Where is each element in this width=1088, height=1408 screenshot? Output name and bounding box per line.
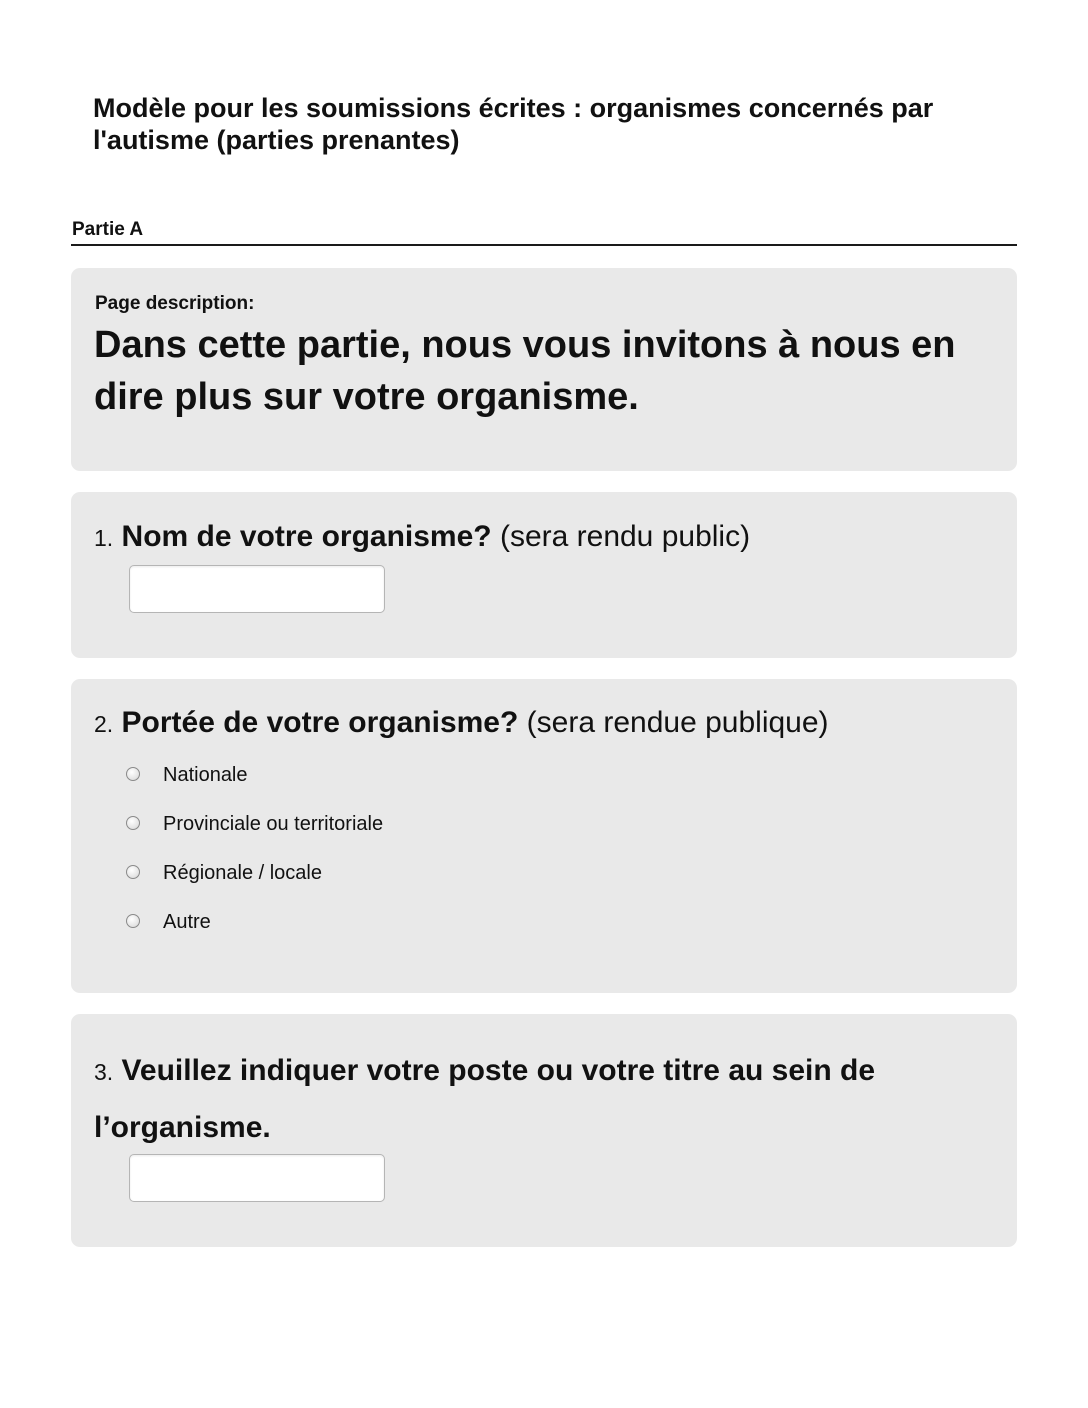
scope-option-provinciale[interactable]: [126, 812, 383, 861]
radio-button[interactable]: [126, 816, 140, 830]
document-title: Modèle pour les soumissions écrites : organismes concernés par l'autisme (parties prenantes): [93, 93, 934, 155]
question-1-note: (sera rendu public): [499, 520, 751, 553]
question-3-title: [94, 1043, 994, 1156]
organization-name-input[interactable]: [129, 565, 385, 613]
question-1-text: Nom de votre organisme?: [121, 520, 492, 553]
question-2-note: (sera rendue publique): [526, 706, 829, 739]
radio-button[interactable]: [126, 914, 140, 928]
part-divider: [71, 244, 1017, 246]
question-3-card: [71, 1014, 1017, 1247]
scope-option-label: Autre: [163, 911, 211, 933]
radio-button[interactable]: [126, 865, 140, 879]
question-2-title: [94, 703, 829, 744]
scope-option-autre[interactable]: [126, 910, 383, 959]
scope-options: [126, 763, 383, 959]
scope-option-label: Nationale: [163, 764, 248, 786]
scope-option-label: Régionale / locale: [163, 862, 322, 884]
question-2-text: Portée de votre organisme?: [121, 706, 519, 739]
position-title-input[interactable]: [129, 1154, 385, 1202]
part-label: Partie A: [72, 219, 144, 240]
scope-option-nationale[interactable]: [126, 763, 383, 812]
question-2-card: [71, 679, 1017, 993]
scope-option-regionale[interactable]: [126, 861, 383, 910]
page-description-text: Dans cette partie, nous vous invitons à nous en dire plus sur votre organisme.: [94, 324, 956, 418]
question-3-number: 3.: [94, 1059, 114, 1085]
question-1-card: [71, 492, 1017, 658]
question-2-number: 2.: [94, 711, 114, 737]
scope-option-label: Provinciale ou territoriale: [163, 813, 384, 835]
radio-button[interactable]: [126, 767, 140, 781]
page-description-card: [71, 268, 1017, 471]
page-description-label: Page description:: [95, 293, 255, 314]
question-1-title: [94, 517, 750, 558]
question-1-number: 1.: [94, 525, 114, 551]
question-3-text: Veuillez indiquer votre poste ou votre titre au sein de l’organisme.: [94, 1054, 876, 1144]
